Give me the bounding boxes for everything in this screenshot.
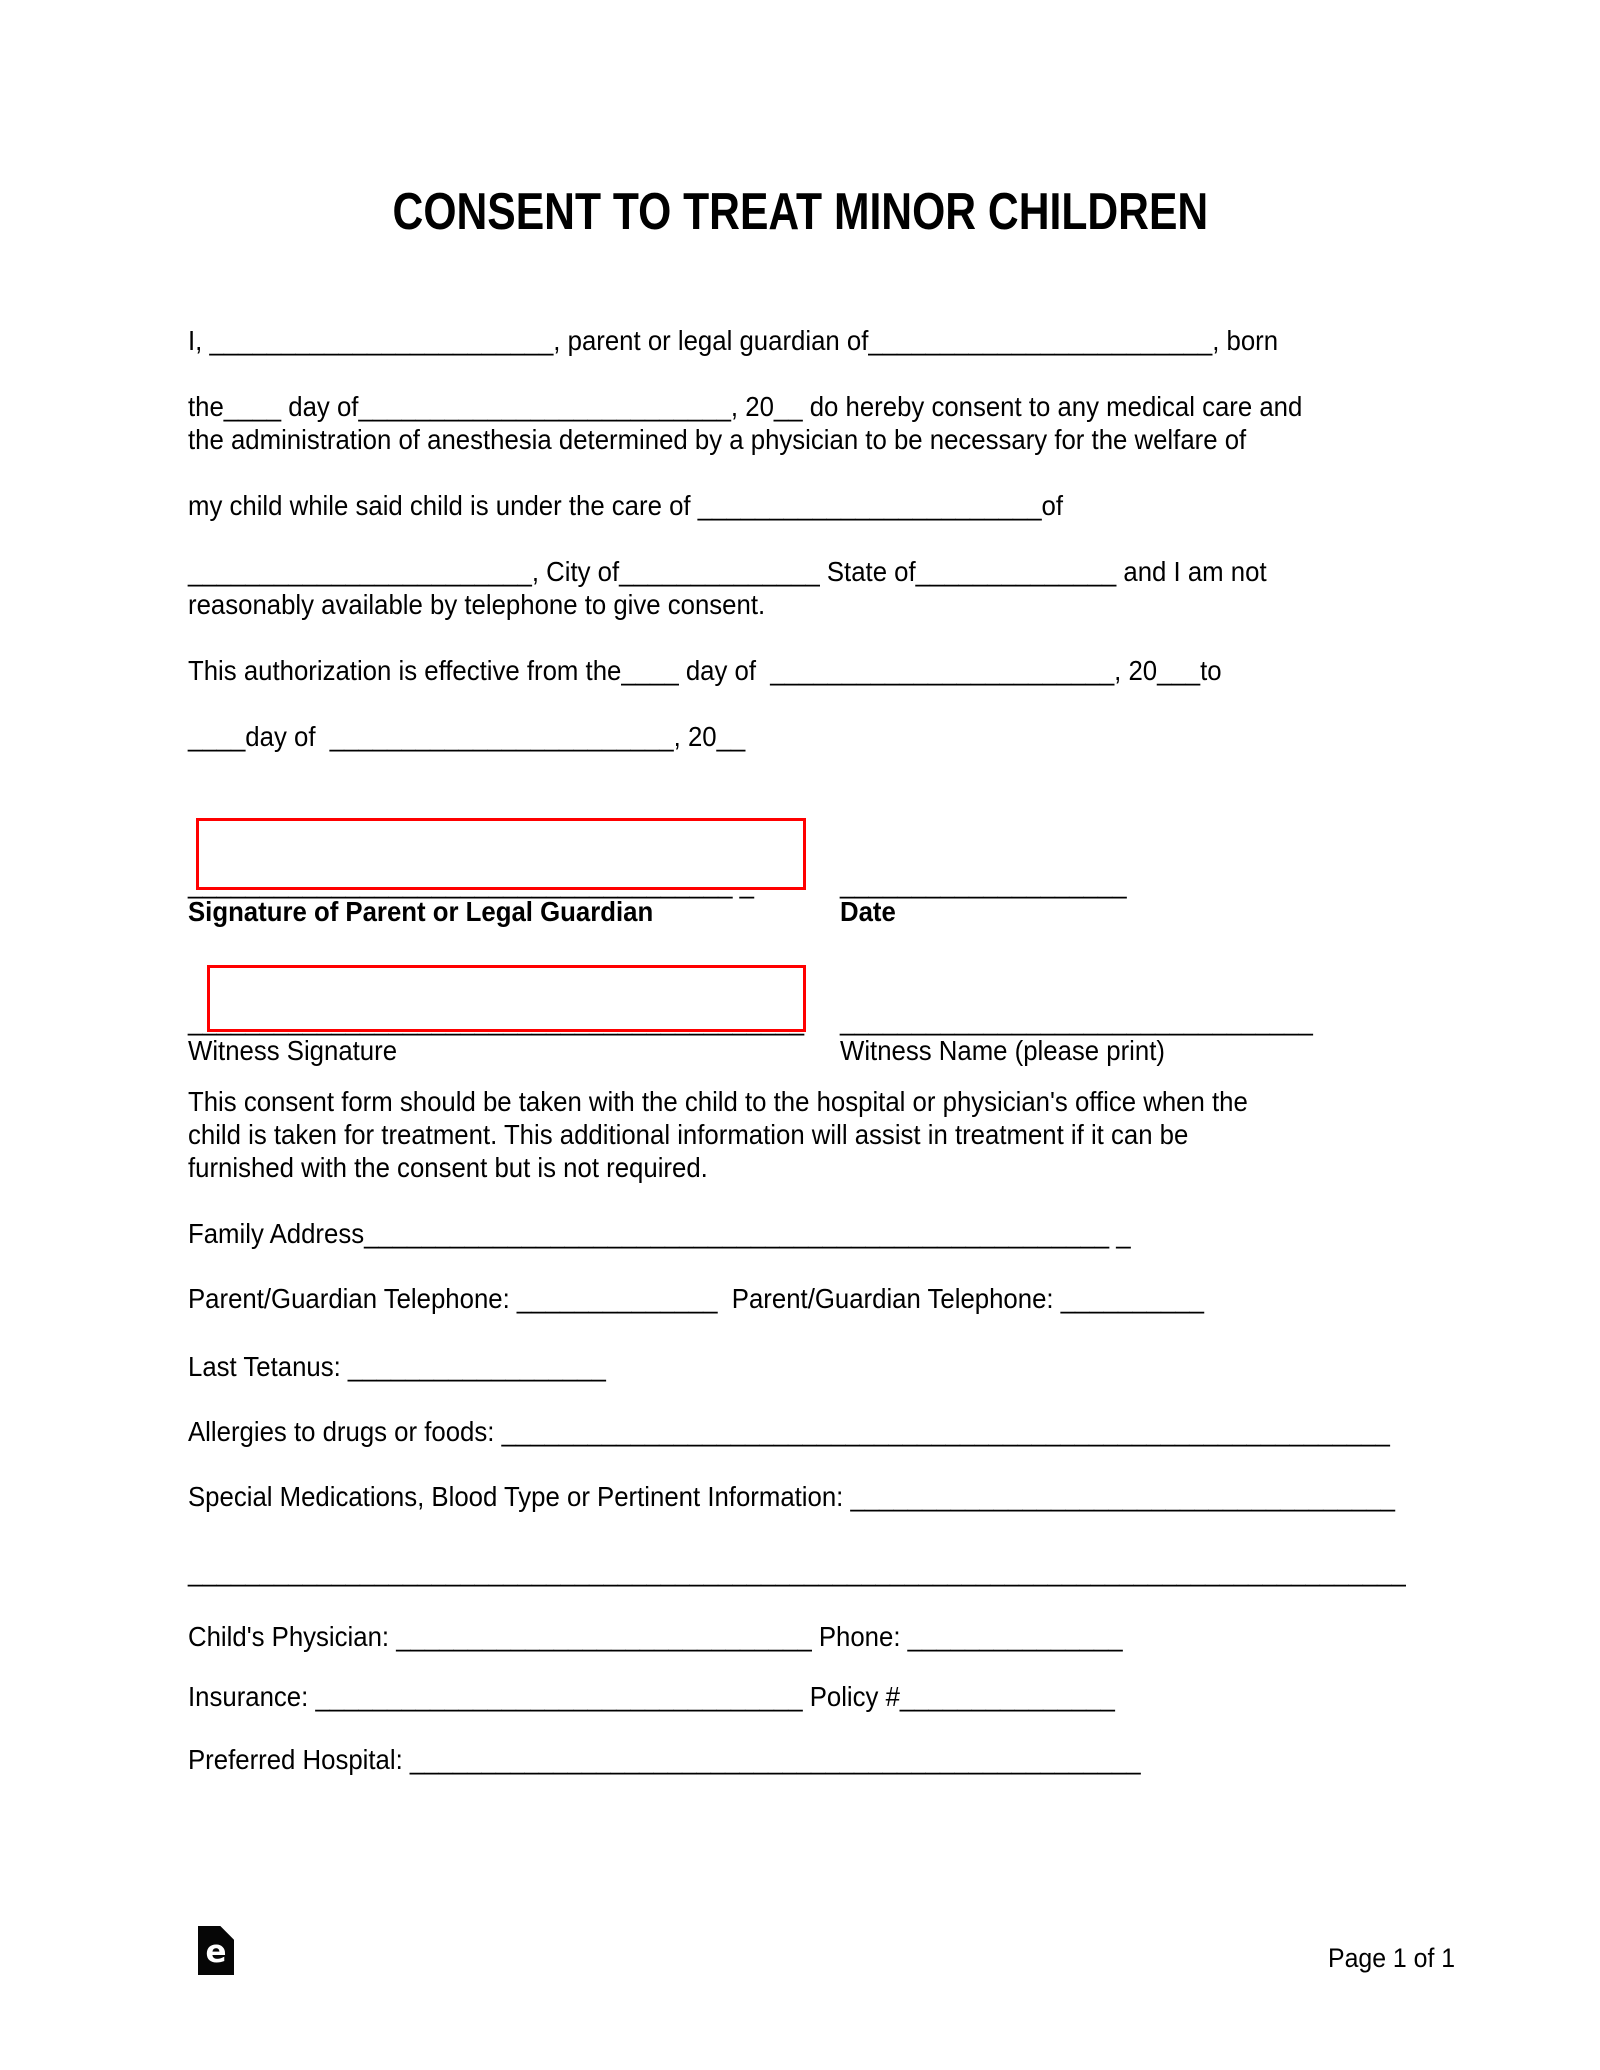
parent-signature-line: ______________________________________ _ [188,868,754,899]
special-medications-field: Special Medications, Blood Type or Pertinent Information: ______________________________________ [188,1481,1395,1512]
page-indicator: Page 1 of 1 [1328,1943,1456,1973]
effective-line-1: This authorization is effective from the____ day of ________________________, 20___to [188,655,1222,686]
preferred-hospital-field: Preferred Hospital: ___________________________________________________ [188,1744,1141,1775]
witness-signature-field[interactable] [207,965,806,1032]
location-line-1: ________________________, City of______________ State of______________ and I am not [188,556,1267,587]
info-note-line-2: child is taken for treatment. This additional information will assist in treatment if it can be [188,1119,1189,1150]
form-title: CONSENT TO TREAT MINOR CHILDREN [392,183,1208,241]
additional-info-line: _____________________________________________________________________________________ [188,1556,1406,1587]
witness-signature-label: Witness Signature [188,1035,398,1066]
witness-name-line: _________________________________ [840,1005,1313,1036]
info-note-line-1: This consent form should be taken with the child to the hospital or physician's office when the [188,1086,1248,1117]
intro-line-3: the administration of anesthesia determined by a physician to be necessary for the welfare of [188,424,1247,455]
last-tetanus-field: Last Tetanus: __________________ [188,1351,606,1382]
insurance-field: Insurance: __________________________________ Policy #_______________ [188,1681,1115,1712]
telephone-fields: Parent/Guardian Telephone: ______________ Parent/Guardian Telephone: __________ [188,1283,1204,1314]
logo-letter: e [205,1934,227,1970]
title-row [0,183,1600,243]
childs-physician-field: Child's Physician: _____________________________ Phone: _______________ [188,1621,1123,1652]
date-label: Date [840,896,896,927]
date-line: ____________________ [840,868,1127,899]
witness-name-label: Witness Name (please print) [840,1035,1165,1066]
allergies-field: Allergies to drugs or foods: ______________________________________________________________ [188,1416,1390,1447]
family-address-field: Family Address____________________________________________________ _ [188,1218,1131,1249]
signature-label: Signature of Parent or Legal Guardian [188,896,654,927]
effective-line-2: ____day of ________________________, 20__ [188,721,746,752]
location-line-2: reasonably available by telephone to give consent. [188,589,766,620]
care-of-line: my child while said child is under the care of ________________________of [188,490,1064,521]
intro-line-2: the____ day of__________________________, 20__ do hereby consent to any medical care and [188,391,1303,422]
intro-line-1: I, ________________________, parent or legal guardian of________________________, born [188,325,1279,356]
eforms-logo [198,1926,234,1975]
parent-signature-field[interactable] [196,818,806,890]
witness-signature-line: ___________________________________________ [188,1005,805,1036]
info-note-line-3: furnished with the consent but is not required. [188,1152,708,1183]
